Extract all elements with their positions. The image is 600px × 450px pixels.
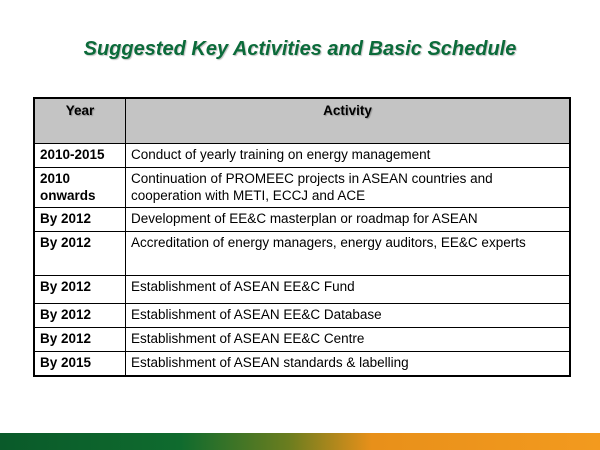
table-row <box>34 352 570 376</box>
table-row <box>34 232 570 276</box>
activity-column-header: Activity <box>126 98 571 144</box>
activity-cell: Establishment of ASEAN EE&C Centre <box>126 328 571 352</box>
activity-cell: Establishment of ASEAN EE&C Fund <box>126 276 571 304</box>
table-row <box>34 168 570 208</box>
activity-cell: Establishment of ASEAN EE&C Database <box>126 304 571 328</box>
year-cell: By 2012 <box>34 232 126 276</box>
table-row <box>34 276 570 304</box>
activity-cell: Development of EE&C masterplan or roadmap for ASEAN <box>126 208 571 232</box>
year-cell: By 2012 <box>34 208 126 232</box>
activity-cell: Accreditation of energy managers, energy auditors, EE&C experts <box>126 232 571 276</box>
table-row <box>34 304 570 328</box>
year-cell: By 2012 <box>34 304 126 328</box>
year-cell: By 2012 <box>34 328 126 352</box>
table-row <box>34 328 570 352</box>
footer-gradient-bar <box>0 433 600 450</box>
year-cell: 2010-2015 <box>34 144 126 168</box>
table-row <box>34 208 570 232</box>
schedule-table <box>33 97 571 377</box>
year-column-header: Year <box>34 98 126 144</box>
activity-cell: Establishment of ASEAN standards & labelling <box>126 352 571 376</box>
slide-title: Suggested Key Activities and Basic Schedule <box>83 38 517 60</box>
year-cell: 2010 onwards <box>34 168 126 208</box>
activity-cell: Conduct of yearly training on energy management <box>126 144 571 168</box>
year-cell: By 2015 <box>34 352 126 376</box>
year-cell: By 2012 <box>34 276 126 304</box>
table-row <box>34 144 570 168</box>
activity-cell: Continuation of PROMEEC projects in ASEAN countries and cooperation with METI, ECCJ and ACE <box>126 168 571 208</box>
table-header-row <box>34 98 570 144</box>
